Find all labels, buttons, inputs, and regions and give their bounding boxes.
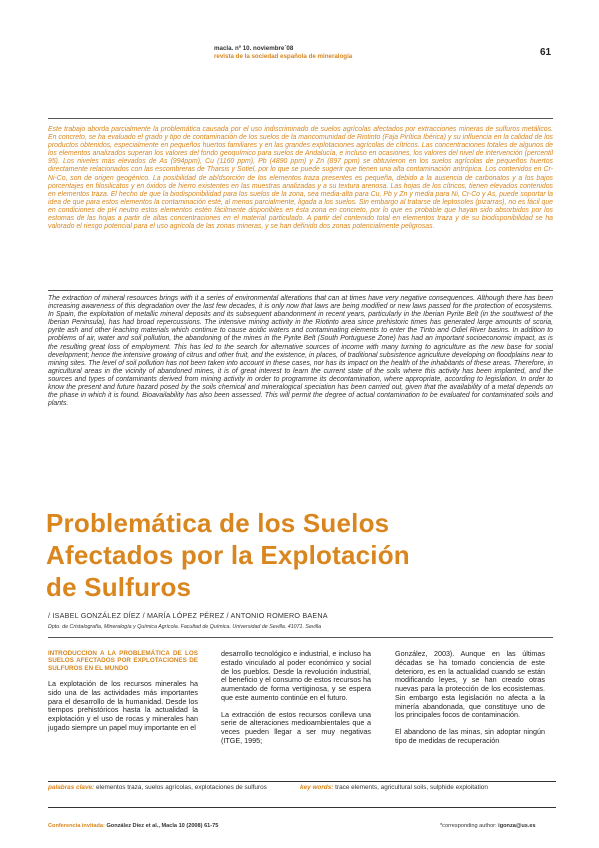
affiliation: Dpto. de Cristalografía, Mineralogía y Química Agrícola. Facultad de Química. Universidad de Sevilla. 41071. Sevilla [48,624,322,630]
page-number: 61 [540,47,552,58]
body-column-2 [221,650,371,746]
keywords-en-label: key words: [300,784,334,791]
keywords-spanish [48,784,288,792]
title-line-1: Problemática de los Suelos [46,508,390,538]
abstract-spanish: Este trabajo aborda parcialmente la problemática causada por el uso indiscriminado de suelos agrícolas afectados por extracciones mineras de sulfuros metálicos. En concreto, se ha evaluado el grado y tipo de contaminación de los suelos de la mancomunidad de Riotinto (Faja Pirítica Ibérica) y su influencia en la calidad de los productos obtenidos, especialmente en pequeños huertos familiares y en las grandes explotaciones agrícolas de cítricos. Las concentraciones totales de algunos de los elementos analizados superan los valores del fondo geoquímico para suelos de Andalucía, e incluso en ocasiones, los valores del nivel de intervención (percentil 95). Los niveles más elevados de As (994ppm), Cu (1160 ppm), Pb (4890 ppm) y Zn (897 ppm) se obtuvieron en los suelos agrícolas de pequeños huertos directamente relacionados con las escombreras de Tharsis y Sotiel, por lo que se puede sugerir que tienen una alta contaminación antrópica. Los contenidos en Cr-Ni-Co, son de origen geogénico. La posibilidad de ab/dsorción de los elementos traza presentes es pequeña, debido a la ausencia de carbonatos y a los bajos porcentajes en filosilicatos y en óxidos de hierro existentes en las muestras analizadas y a su textura arenosa. Las hojas de los cítricos, tienen elevados contenidos en elementos traza. El hecho de que la biodisponibilidad para los suelos de la zona, sea media-alta para Cu, Pb y Zn y media para Ni, Cr-Co y As, puede soportar la idea de que para estos elementos la contaminación esté, al menos parcialmente, ligada a los suelos. Sin embargo al tratarse de leptosoles (pizarras), no es fácil que en condiciones de pH neutro estos elementos estén fácilmente disponibles en ésta zona en concreto, por lo que es probable que hayan sido absorbidos por los estomas de las hojas a partir de altas concentraciones en el material particulado. A partir del contenido total en elementos traza y de su biodisponibilidad se ha valorado el riesgo potencial para el uso agrícola de las zonas mineras, y se han definido dos zonas potencialmente peligrosas. [48,126,553,231]
keywords-es-label: palabras clave: [48,784,95,791]
abstract-english: The extraction of mineral resources brings with it a series of environmental alterations that can at times have very negative consequences. Although there has been increasing awareness of this degradation over the last few decades, it is only now that laws are being modified or new laws passed for the protection of ecosystems. In Spain, the exploitation of metallic mineral deposits and its subsequent abandonment in recent years, particularly in the Iberian Pyrite Belt (in the southwest of the Iberian Peninsula), has had broad repercussions. The intensive mining activity in the Riotinto area since prehistoric times has generated large amounts of scoria, pyrite ash and other leaching materials which continue to cause acidic waters and contaminating elements to enter the Tinto and Odiel River basins. In addition to problems of air, water and soil pollution, the abandoning of the mines in the Pyrite Belt (South Portuguese Zone) has had an important socioeconomic impact, as is the resulting great loss of employment. This has led to the search for alternative sources of income with many turning to agriculture as the new base for social development; hence the intensive growing of citrus and other fruit, and the existence, in places, of traditional subsistence agriculture developing on floodplains near to mining sites. The level of soil pollution has not been taken into account in these cases, nor has its impact on the health of the inhabitants of these areas. Therefore, in agricultural areas in the vicinity of abandoned mines, it is of great interest to learn the current state of the soils where this activity has been implanted, and the sources and types of contaminants derived from mining activity in order to programme its decontamination, where appropriate, according to legislation. In order to know the present and future hazard posed by the soils chemical and mineralogical speciation has been carried out, given that the availability of a metal depends on the phase in which it is found. Bioavailability has also been assessed. This will permit the degree of actual contamination to be evaluated for contaminated soils and plants. [48,295,553,408]
paragraph: desarrollo tecnológico e industrial, e incluso ha estado vinculado al poder económico y social de los pueblos. Desde la revolución industrial, el beneficio y el consumo de estos recursos ha aumentado de forma vertiginosa, y se espera que este aumento continúe en el futuro. [221,649,371,702]
journal-issue: macla. nº 10. noviembre´08 [214,45,294,52]
top-divider [48,118,553,119]
conference-label: Conferencia invitada: [48,823,105,829]
keywords-en-text: trace elements, agricultural soils, sulphide exploitation [335,784,488,791]
body-column-3 [395,650,545,746]
paragraph: González, 2003). Aunque en las últimas décadas se ha tomado conciencia de este deterioro, es en la actualidad cuando se están modificando leyes, y se han creado otras nuevas para la protección de los ecosistemas. Sin embargo esta legislación no afecta a la minería abandonada, que constituye uno de los principales focos de contaminación. [395,649,545,720]
abstract-divider [48,290,553,291]
section-heading: INTRODUCCION A LA PROBLEMÁTICA DE LOS SUELOS AFECTADOS POR EXPLOTACIONES DE SULFUROS EN EL MUNDO [48,650,198,672]
keywords-english [300,784,556,792]
journal-header [214,45,352,61]
paragraph: La explotación de los recursos minerales ha sido una de las actividades más importantes para el desarrollo de la humanidad. Desde los tiempos prehistóricos hasta la actualidad la explotación y el uso de rocas y minerales han jugado siempre un papel muy importante en el [48,679,198,732]
authors: / ISABEL GONZÁLEZ DÍEZ / MARÍA LÓPEZ PÉREZ / ANTONIO ROMERO BAENA [48,611,328,620]
journal-society: revista de la sociedad española de mineralogía [214,53,353,60]
corresponding-label: *corresponding author: [440,823,497,829]
paragraph: El abandono de las minas, sin adoptar ningún tipo de medidas de recuperación [395,727,545,745]
email: igonza@us.es [498,823,536,829]
keywords-es-text: elementos traza, suelos agrícolas, explotaciones de sulfuros [95,784,267,791]
body-column-1 [48,650,198,733]
title-line-2: Afectados por la Explotación [46,540,410,570]
paragraph: La extracción de estos recursos conlleva una serie de alteraciones medioambientales que a veces pueden llegar a ser muy negativas (ITGE, 1995; [221,709,371,745]
authors-divider [48,637,553,638]
footer-author [440,823,536,829]
article-title [46,507,566,603]
footer-citation [48,823,218,829]
citation: González Díez et al., Macla 10 (2008) 61-75 [106,823,219,829]
title-line-3: de Sulfuros [46,572,192,602]
